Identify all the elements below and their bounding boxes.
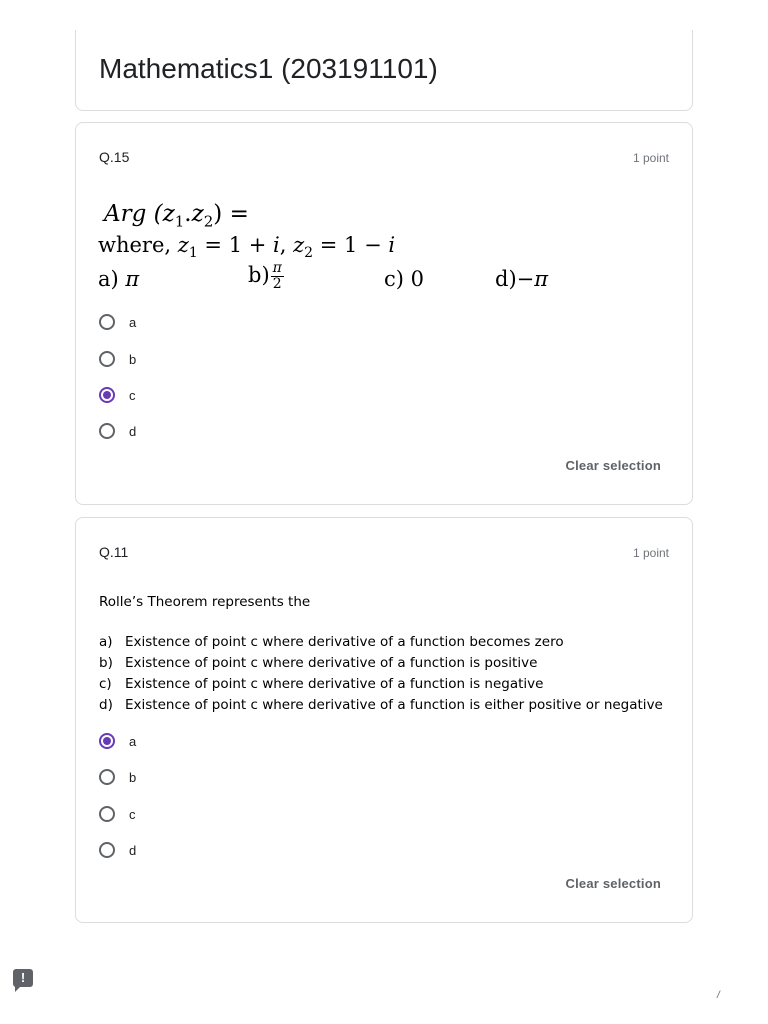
feedback-icon[interactable]: ! [13,969,33,987]
radio-option-label: a [129,314,137,330]
math-choice-c: c) 0 [384,267,424,291]
clear-selection-button[interactable]: Clear selection [565,458,661,473]
form-header-card [75,30,693,111]
corner-mark: / [717,990,720,1001]
radio-option-label: a [129,733,137,749]
radio-option-b[interactable] [99,347,299,371]
radio-button[interactable] [99,351,115,367]
question-number: Q.15 [99,149,130,165]
form-title: Mathematics1 (203191101) [99,53,438,84]
statement-item: c) Existence of point c where derivative of a function is negative [99,676,544,692]
question-points: 1 point [632,546,669,560]
question-number: Q.11 [99,544,129,560]
radio-option-label: b [129,351,137,367]
radio-option-label: c [129,806,136,822]
radio-button[interactable] [99,314,115,330]
question-intro: Rolle’s Theorem represents the [99,594,311,610]
statement-item: a) Existence of point c where derivative of a function becomes zero [99,634,564,650]
radio-option-c[interactable] [99,383,299,407]
math-choice-d: d)−π [495,267,549,291]
clear-selection-button[interactable]: Clear selection [565,876,661,891]
math-line-expression: Arg $(z_1.z_2)$ = [104,201,249,231]
radio-option-label: d [129,423,137,439]
radio-button[interactable] [99,769,115,785]
radio-option-d[interactable] [99,838,299,862]
radio-option-d[interactable] [99,419,299,443]
radio-option-c[interactable] [99,802,299,826]
radio-button-selected[interactable] [99,733,115,749]
radio-option-a[interactable] [99,729,299,753]
radio-option-b[interactable] [99,765,299,789]
radio-button[interactable] [99,806,115,822]
radio-option-a[interactable] [99,310,299,334]
question-card-q15 [75,122,693,505]
math-choice-b: b) $\frac{\pi}{2}$ [248,260,282,292]
statement-item: b) Existence of point c where derivative of a function is positive [99,655,538,671]
radio-button[interactable] [99,423,115,439]
radio-button-selected[interactable] [99,387,115,403]
radio-option-label: b [129,769,137,785]
radio-button[interactable] [99,842,115,858]
question-card-q11 [75,517,693,923]
question-points: 1 point [632,151,669,165]
radio-option-label: d [129,842,137,858]
math-line-choices [98,260,578,307]
radio-option-label: c [129,387,136,403]
math-choice-a: a) π [98,267,140,291]
math-line-where: where, $z_1 = 1 + i$, $z_2 = 1 - i$ [98,233,396,262]
statement-item: d) Existence of point c where derivative of a function is either positive or negative [99,697,663,713]
